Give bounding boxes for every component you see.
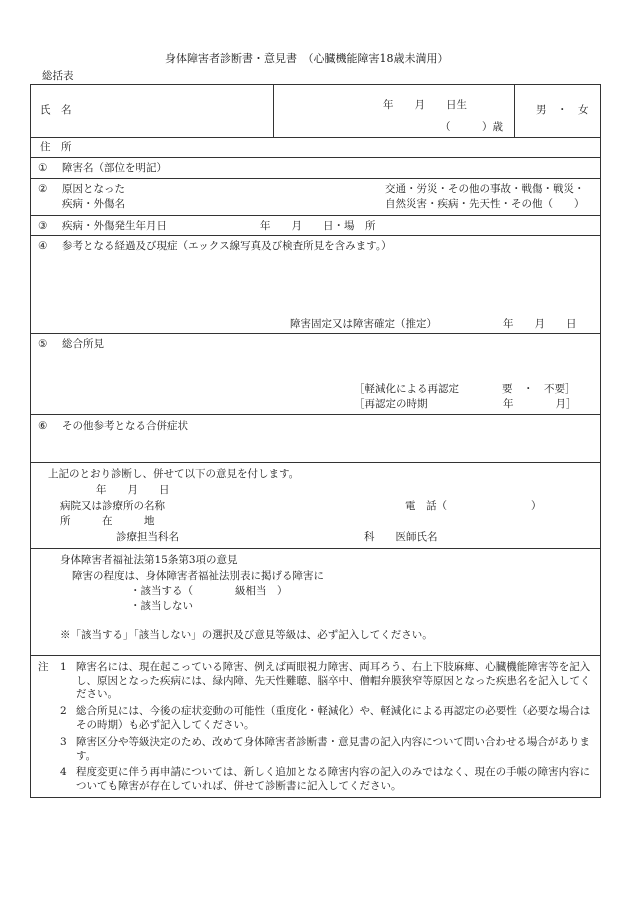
cause-label-line2: 疾病・外傷名	[62, 198, 125, 210]
department-label: 診療担当科名	[116, 531, 179, 543]
recert-options[interactable]: 要 ・ 不要］	[502, 383, 576, 395]
birth-date: 年 月 日生	[383, 99, 467, 111]
phone-label: 電 話（ ）	[405, 500, 542, 512]
name-label: 氏 名	[40, 104, 72, 116]
cause-options-line2[interactable]: 自然災害・疾病・先天性・その他（ ）	[385, 198, 585, 210]
age-text: （ ）歳	[440, 121, 503, 133]
note-1-num: 1	[60, 661, 67, 673]
summary-label: 総括表	[42, 70, 74, 82]
history-label: 参考となる経過及び現症（エックス線写真及び検査所見を含みます。）	[62, 240, 392, 252]
onset-date-place: 年 月 日・場 所	[260, 220, 376, 232]
note-1-text: 障害名には、現在起こっている障害、例えば両眼視力障害、両耳ろう、右上下肢麻痺、心臓機能障害等を記入し、原因となった疾病には、緑内障、先天性難聴、脳卒中、僧帽弁膜狭窄等原因となった疾患名を記入してください。	[76, 661, 591, 701]
page-title: 身体障害者診断書・意見書 （心臓機能障害18歳未満用）	[165, 52, 449, 65]
doctor-name-label: 科 医師氏名	[364, 531, 438, 543]
fixed-date-value: 年 月 日	[503, 318, 577, 330]
note-3-text: 障害区分や等級決定のため、改めて身体障害者診断書・意見書の記入内容について問い合わせる場合があります。	[76, 736, 590, 762]
note-4-num: 4	[60, 766, 67, 778]
row3-num: ③	[38, 220, 48, 232]
notes-label: 注	[38, 661, 49, 673]
fixed-date-label: 障害固定又は障害確定（推定）	[290, 318, 437, 330]
name-field[interactable]	[80, 88, 268, 133]
opinion-heading: 身体障害者福祉法第15条第3項の意見	[60, 554, 238, 566]
recert-time-label: ［再認定の時期	[354, 398, 428, 410]
opinion-note: ※「該当する」「該当しない」の選択及び意見等級は、必ず記入してください。	[60, 629, 433, 641]
diagnosis-intro: 上記のとおり診断し、併せて以下の意見を付します。	[48, 468, 300, 480]
overall-findings-label: 総合所見	[62, 338, 104, 350]
cause-label-line1: 原因となった	[62, 183, 125, 195]
disability-name-label: 障害名（部位を明記）	[62, 162, 167, 174]
recert-time-value: 年 月］	[503, 398, 577, 410]
sex-selector[interactable]: 男 ・ 女	[536, 104, 589, 116]
hospital-name-label: 病院又は診療所の名称	[60, 500, 165, 512]
opinion-option-not-applicable[interactable]: ・該当しない	[130, 600, 193, 612]
note-2-num: 2	[60, 705, 67, 717]
cause-options-line1[interactable]: 交通・労災・その他の事故・戦傷・戦災・	[385, 183, 585, 195]
row5-num: ⑤	[38, 338, 48, 350]
opinion-option-applicable[interactable]: ・該当する（ 級相当 ）	[130, 585, 288, 597]
opinion-line1: 障害の程度は、身体障害者福祉法別表に掲げる障害に	[72, 570, 324, 582]
note-4-text: 程度変更に伴う再申請については、新しく追加となる障害内容の記入のみではなく、現在の手帳の障害内容についても障害が存在していれば、併せて診断書に記入してください。	[76, 766, 591, 792]
note-3-num: 3	[60, 736, 67, 748]
hospital-address-label: 所 在 地	[60, 515, 155, 527]
note-2-text: 総合所見には、今後の症状変動の可能性（重度化・軽減化）や、軽減化による再認定の必要性（必要な場合はその時期）も必ず記入してください。	[76, 705, 591, 731]
complications-label: その他参考となる合併症状	[62, 420, 188, 432]
row2-num: ②	[38, 183, 48, 195]
row4-num: ④	[38, 240, 48, 252]
address-label: 住 所	[40, 141, 72, 153]
recert-label: ［軽減化による再認定	[354, 383, 459, 395]
onset-date-label: 疾病・外傷発生年月日	[62, 220, 167, 232]
row1-num: ①	[38, 162, 48, 174]
row6-num: ⑥	[38, 420, 48, 432]
diagnosis-date: 年 月 日	[96, 484, 170, 496]
